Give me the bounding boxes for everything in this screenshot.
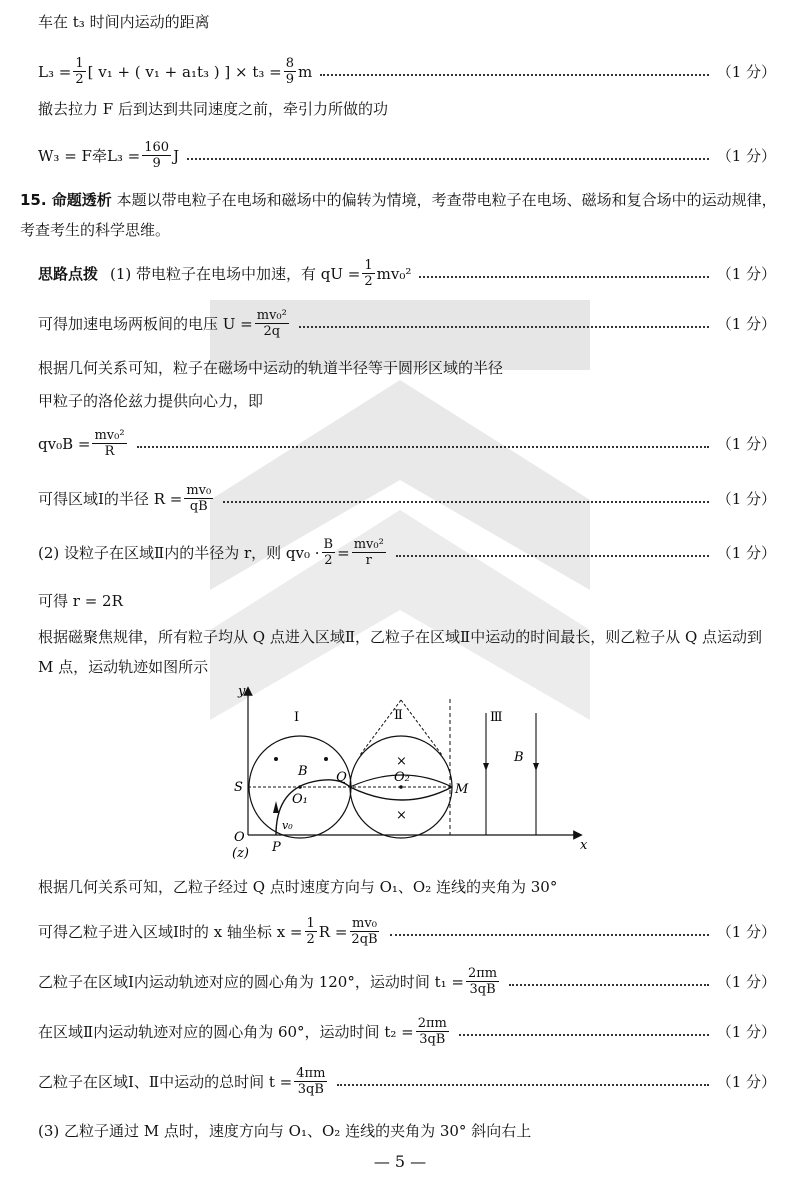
fraction: $\frac{160}{9}$ [144,140,170,171]
fraction: $\frac{B}{2}$ [323,537,334,568]
formula-R: 可得区域Ⅰ的半径 R = $\frac{\text{mv₀}}{qB}$ （1 分） [38,483,776,514]
score-label: （1 分） [716,63,776,81]
formula-qv0B: qv₀B = $\frac{\text{mv₀²}}{R}$ （1 分） [38,428,776,459]
fraction: $\frac{1}{2}$ [364,258,373,289]
score-label: （1 分） [716,147,776,165]
fraction: $\frac{1}{2}$ [75,56,84,87]
line-r2R: 可得 r = 2R [38,592,123,610]
leader-dots [337,1084,708,1086]
fraction: $\frac{\text{mv₀}}{qB}$ [186,483,212,514]
leader-dots [137,446,709,448]
score-label: （1 分） [716,265,776,283]
fraction: $\frac{\text{mv₀}}{2qB}$ [351,916,378,947]
score-label: （1 分） [716,1023,776,1041]
svg-text:Ⅲ: Ⅲ [490,710,503,725]
leader-dots [396,555,709,557]
formula-t: 乙粒子在区域Ⅰ、Ⅱ中运动的总时间 t = $\frac{4\pi m}{3qB}$ （1 分） [38,1066,776,1097]
formula-t2: 在区域Ⅱ内运动轨迹对应的圆心角为 60°，运动时间 t₂ = $\frac{2\pi m}{3qB}$ （1 分） [38,1016,776,1047]
fraction: $\frac{2\pi m}{3qB}$ [417,1016,447,1047]
leader-dots [390,934,709,936]
score-label: （1 分） [716,923,776,941]
svg-text:x: x [580,838,588,853]
svg-text:P: P [272,840,281,855]
line-geometry: 根据几何关系可知，粒子在磁场中运动的轨道半径等于圆形区域的半径 [38,359,504,377]
leader-dots [419,276,708,278]
svg-text:y: y [238,684,246,699]
page-number: — 5 — [373,1152,427,1171]
leader-dots [459,1034,709,1036]
score-label: （1 分） [716,490,776,508]
question-label: 15. 命题透析 [20,191,112,209]
svg-text:Q: Q [336,770,347,785]
svg-text:Ⅱ: Ⅱ [394,708,403,723]
formula-t1: 乙粒子在区域Ⅰ内运动轨迹对应的圆心角为 120°，运动时间 t₁ = $\frac{2\pi m}{3qB}$ （1 分） [38,966,776,997]
formula-U: 可得加速电场两板间的电压 U = $\frac{\text{mv₀²}}{2q}$ （1 分） [38,308,776,339]
svg-text:v₀: v₀ [282,819,293,832]
score-label: （1 分） [716,315,776,333]
score-label: （1 分） [716,1073,776,1091]
svg-text:×: × [396,754,407,769]
svg-text:B: B [514,750,524,765]
leader-dots [509,984,709,986]
formula-qU: 思路点拨 (1) 带电粒子在电场中加速，有 qU = $\frac{1}{2}$ mv₀² （1 分） [38,258,776,289]
score-label: （1 分） [716,973,776,991]
line-work: 撤去拉力 F 后到达到共同速度之前，牵引力所做的功 [38,100,388,118]
leader-dots [299,326,709,328]
fraction: $\frac{2\pi m}{3qB}$ [467,966,498,997]
line-lorentz: 甲粒子的洛伦兹力提供向心力，即 [38,392,264,410]
leader-dots [187,158,709,160]
svg-text:S: S [234,780,243,795]
svg-text:O₁: O₁ [292,792,308,807]
question-15-intro: 15. 命题透析 本题以带电粒子在电场和磁场中的偏转为情境，考查带电粒子在电场、磁场和复合场中的运动规律，考查考生的科学思维。 [20,191,777,239]
formula-x: 可得乙粒子进入区域Ⅰ时的 x 轴坐标 x = $\frac{1}{2}$ R = $\frac{\text{mv₀}}{2qB}$ （1 分） [38,916,776,947]
formula-r: (2) 设粒子在区域Ⅱ内的半径为 r，则 qv₀ · $\frac{B}{2}$ = $\frac{\text{mv₀²}}{r}$ （1 分） [38,537,776,568]
fraction: $\frac{4\pi m}{3qB}$ [296,1066,326,1097]
svg-text:O₂: O₂ [394,770,410,785]
fraction: $\frac{\text{mv₀²}}{r}$ [353,537,384,568]
line-angle: 根据几何关系可知，乙粒子经过 Q 点时速度方向与 O₁、O₂ 连线的夹角为 30° [38,878,558,896]
leader-dots [223,501,708,503]
fraction: $\frac{\text{mv₀²}}{2q}$ [256,308,287,339]
score-label: （1 分） [716,435,776,453]
score-label: （1 分） [716,544,776,562]
trajectory-figure [228,683,598,863]
svg-text:Ⅰ: Ⅰ [294,710,300,725]
fraction: $\frac{1}{2}$ [306,916,315,947]
svg-text:×: × [396,808,407,823]
formula-W3: W₃ = F牵L₃ = $\frac{160}{9}$ J （1 分） [38,140,776,171]
svg-text:B: B [298,764,308,779]
think-label: 思路点拨 [38,265,99,283]
svg-text:O: O [234,830,245,845]
fraction: $\frac{\text{mv₀²}}{R}$ [94,428,125,459]
formula-L3: L₃ = $\frac{1}{2}$ [ v₁ + ( v₁ + a₁t₃ ) ] × t₃ = $\frac{8}{9}$ m （1 分） [38,56,776,87]
line-part3: (3) 乙粒子通过 M 点时，速度方向与 O₁、O₂ 连线的夹角为 30° 斜向右上 [38,1122,532,1140]
svg-text:(z): (z) [232,846,249,861]
line-distance: 车在 t₃ 时间内运动的距离 [38,13,210,31]
line-focus: 根据磁聚焦规律，所有粒子均从 Q 点进入区域Ⅱ，乙粒子在区域Ⅱ中运动的时间最长，则乙粒子从 Q 点运动到 M 点，运动轨迹如图所示 [38,628,763,676]
fraction: $\frac{8}{9}$ [285,56,295,87]
svg-text:M: M [455,782,469,797]
leader-dots [320,74,708,76]
